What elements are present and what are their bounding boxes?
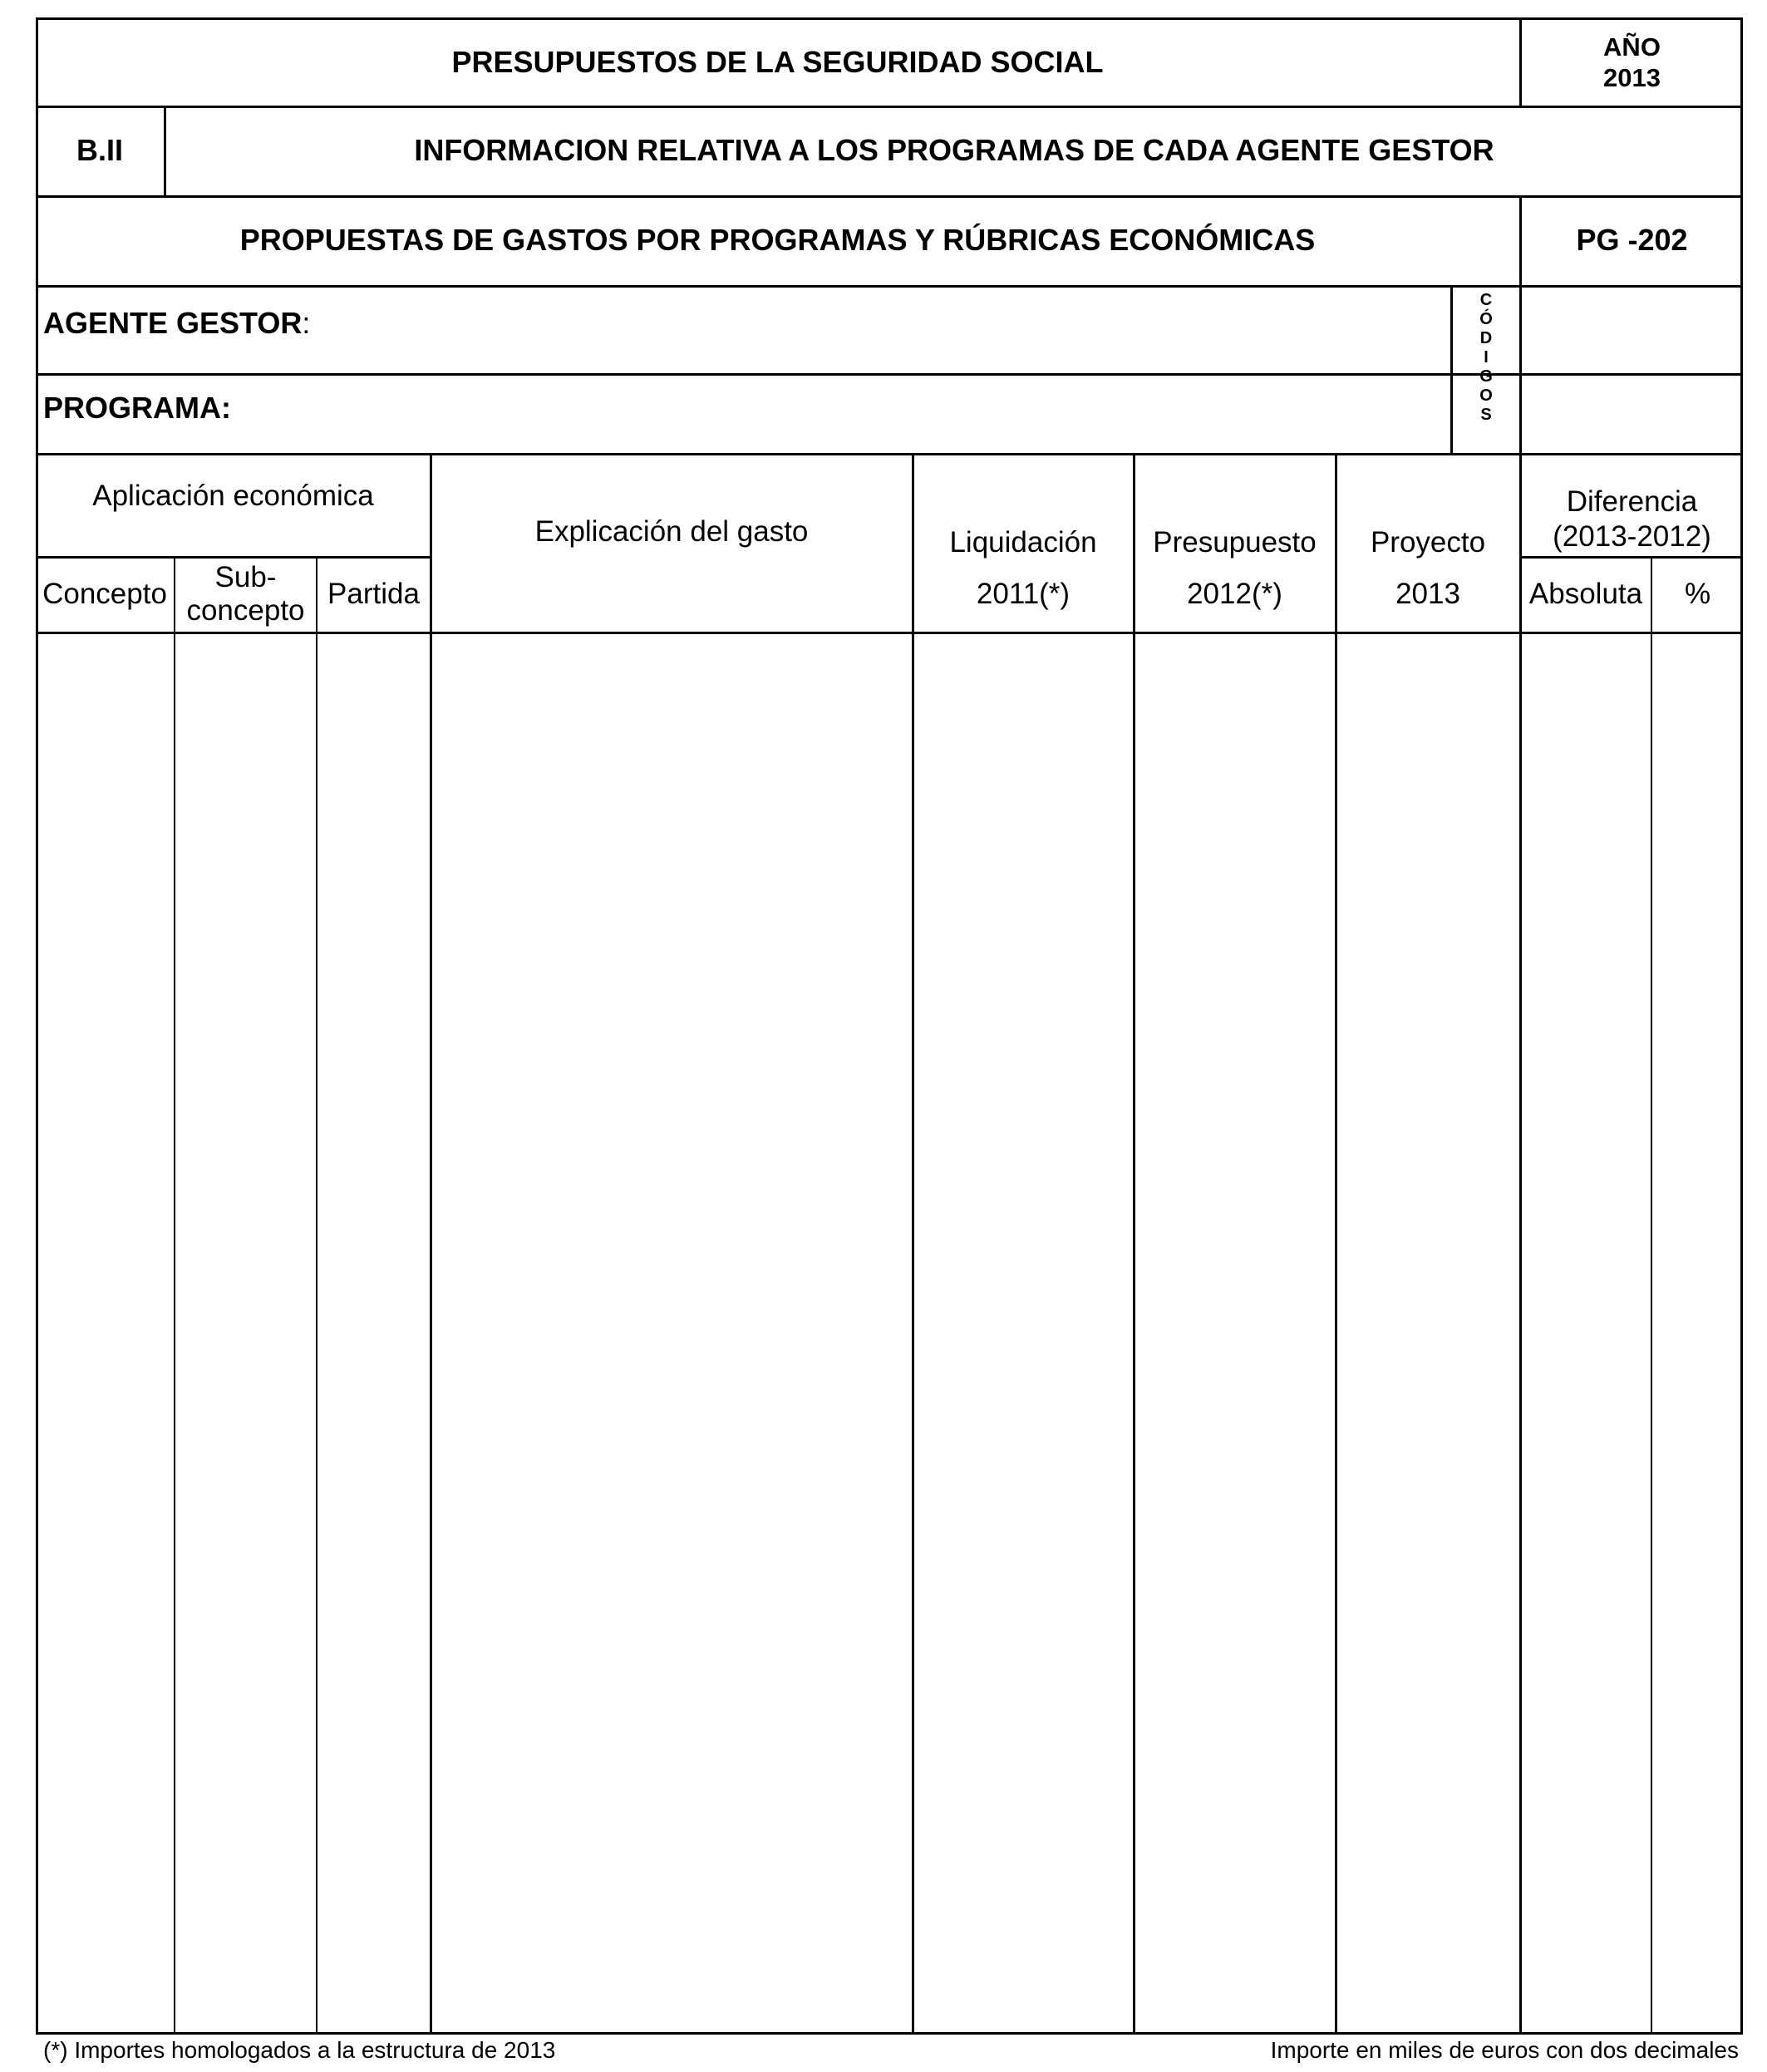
header-explicacion: Explicación del gasto [534, 515, 809, 548]
section-title: INFORMACION RELATIVA A LOS PROGRAMAS DE CADA AGENTE GESTOR [414, 133, 1494, 167]
section-code: B.II [76, 133, 123, 167]
header-partida: Partida [327, 578, 420, 610]
codigos-letter: S [1480, 406, 1492, 424]
header-diferencia-line1: Diferencia [1566, 485, 1698, 518]
divider-row3 [36, 285, 1743, 288]
codigos-letter: D [1479, 329, 1493, 347]
header-subconcepto-line2: concepto [186, 594, 305, 627]
header-proyecto-line1: Proyecto [1370, 526, 1486, 559]
year-box [1521, 17, 1743, 106]
footnote-right: Importe en miles de euros con dos decimales [1270, 2037, 1739, 2063]
header-subconcepto-line1: Sub- [214, 561, 277, 593]
codigos-vertical-label [1453, 291, 1519, 425]
header-diferencia [1521, 482, 1743, 557]
footnote-left: (*) Importes homologados a la estructura de 2013 [43, 2037, 556, 2063]
codigos-letter: C [1479, 291, 1493, 309]
codigos-letter: I [1484, 348, 1489, 367]
form-code: PG -202 [1576, 223, 1688, 257]
document-title: PRESUPUESTOS DE LA SEGURIDAD SOCIAL [451, 44, 1104, 79]
header-subconcepto [175, 557, 316, 632]
form-title: PROPUESTAS DE GASTOS POR PROGRAMAS Y RÚBRICAS ECONÓMICAS [239, 223, 1316, 257]
header-presupuesto-line2: 2012(*) [1187, 578, 1282, 610]
codigos-letter: Ó [1479, 310, 1493, 328]
header-diferencia-line2: (2013-2012) [1553, 520, 1711, 553]
data-body [38, 634, 1740, 2032]
divider-programa [36, 453, 1743, 455]
agente-gestor-colon: : [302, 306, 311, 340]
year-value: 2013 [1603, 62, 1661, 92]
codigos-letter: O [1479, 386, 1493, 405]
programa-label: PROGRAMA: [43, 391, 231, 425]
header-liquidacion-line1: Liquidación [949, 526, 1097, 559]
header-presupuesto-line1: Presupuesto [1153, 526, 1317, 559]
header-absoluta: Absoluta [1528, 578, 1643, 610]
header-liquidacion-line2: 2011(*) [976, 578, 1071, 610]
agente-gestor-label [43, 306, 310, 341]
year-label: AÑO [1603, 32, 1661, 62]
header-porcentaje: % [1684, 578, 1711, 610]
header-aplicacion: Aplicación económica [92, 480, 374, 512]
codigos-letter: G [1479, 367, 1493, 386]
header-concepto: Concepto [42, 578, 167, 610]
header-proyecto-line2: 2013 [1395, 578, 1460, 610]
agente-gestor-text: AGENTE GESTOR [43, 306, 303, 340]
